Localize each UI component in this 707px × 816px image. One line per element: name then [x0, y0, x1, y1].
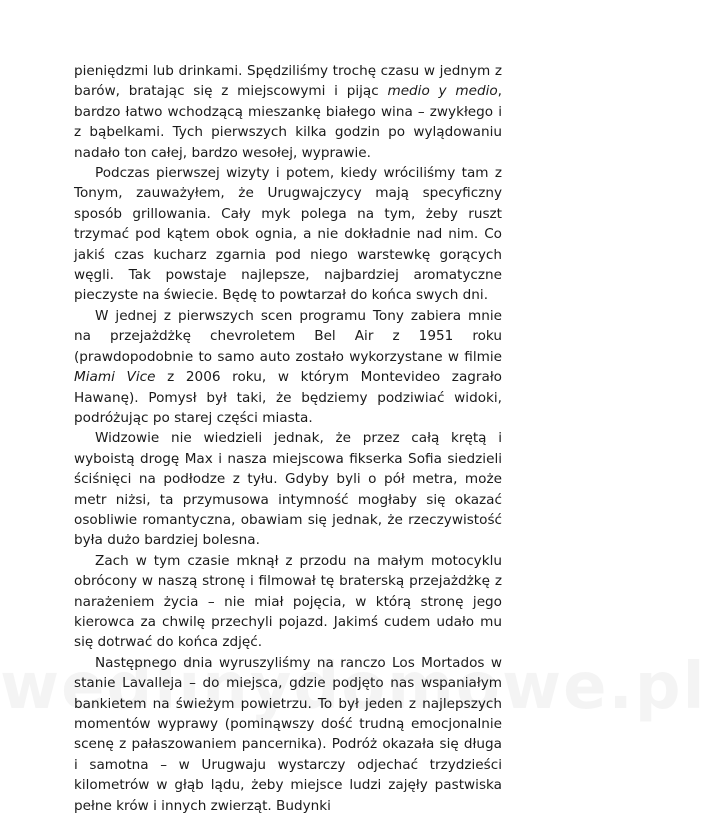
text-run: pieniędzmi lub drinkami. Spędziliśmy trochę czasu w jednym z barów, bratając się z miejscowymi i pijąc	[74, 63, 502, 100]
text-run: Widzowie nie wiedzieli jednak, że przez całą krętą i wyboistą drogę Max i nasza miejscowa fikserka Sofia siedzieli ściśnięci na podłodze z tyłu. Gdyby byli o pół metra, może metr niżsi, ta przymusowa intymność mogłaby się okazać osobliwie romantyczna, obawiam się jednak, że rzeczywistość była dużo bardziej bolesna.	[74, 430, 502, 549]
text-run: W jednej z pierwszych scen programu Tony zabiera mnie na przejażdżkę chevroletem Bel Air z 1951 roku (prawdopodobnie to samo auto zostało wykorzystane w filmie	[74, 307, 502, 365]
text-run: z 2006 roku, w którym Montevideo zagrało Hawanę). Pomysł był taki, że będziemy podziwiać widoki, podróżując po starej części miasta.	[74, 369, 502, 426]
paragraph-p2	[74, 163, 502, 306]
paragraph-p6	[74, 653, 502, 816]
text-run: , bardzo łatwo wchodzącą mieszankę białego wina – zwykłego i z bąbelkami. Tych pierwszych kilka godzin po wylądowaniu nadało ton całej, bardzo wesołej, wyprawie.	[74, 83, 502, 161]
body-text	[74, 61, 502, 816]
text-run: Następnego dnia wyruszyliśmy na ranczo Los Mortados w stanie Lavalleja – do miejsca, gdzie podjęto nas wspaniałym bankietem na świeżym powietrzu. To był jeden z najlepszych momentów wyprawy (pominąwszy dość trudną emocjonalnie scenę z pałaszowaniem pancernika). Podróż okazała się długa i samotna – w Urugwaju wystarczy odjechać trzydzieści kilometrów w głąb lądu, żeby miejsce ludzi zajęły pastwiska pełne krów i innych zwierząt. Budynki	[74, 654, 502, 814]
paragraph-p3	[74, 306, 502, 428]
italic-title: medio y medio	[387, 83, 498, 100]
italic-title: Miami Vice	[74, 369, 156, 386]
text-run: Zach w tym czasie mknął z przodu na małym motocyklu obrócony w naszą stronę i filmował tę braterską przejażdżkę z narażeniem życia – nie miał pojęcia, w którą stronę jego kierowca za chwilę przechyli pojazd. Jakimś cudem udało mu się dotrwać do końca zdjęć.	[74, 552, 502, 651]
paragraph-p4	[74, 428, 502, 550]
paragraph-p5	[74, 551, 502, 653]
text-run: Podczas pierwszej wizyty i potem, kiedy wróciliśmy tam z Tonym, zauważyłem, że Urugwajczycy mają specyficzny sposób grillowania. Cały myk polega na tym, żeby ruszt trzymać pod kątem obok ognia, a nie dokładnie nad nim. Co jakiś czas kucharz zgarnia pod niego warstewkę gorących węgli. Tak powstaje najlepsze, najbardziej aromatyczne pieczyste na świecie. Będę to powtarzał do końca swych dni.	[74, 165, 502, 304]
paragraph-p1	[74, 61, 502, 163]
